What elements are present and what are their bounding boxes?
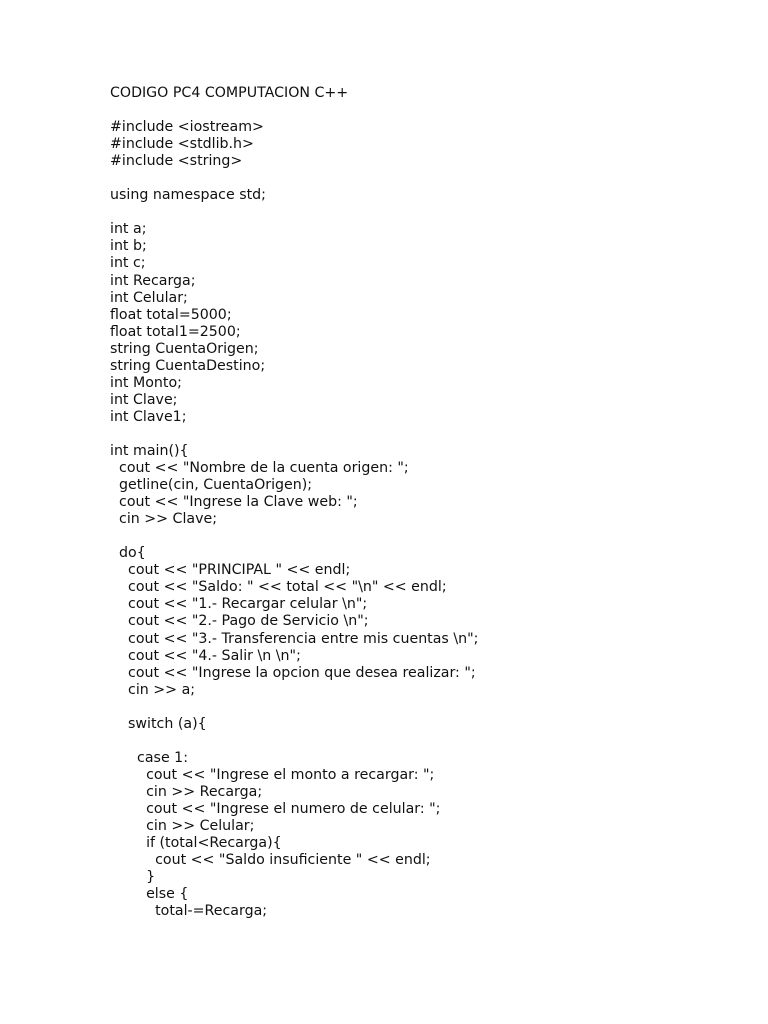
code-line: string CuentaDestino; bbox=[110, 357, 266, 374]
code-line: do{ bbox=[110, 545, 146, 562]
code-line: int main(){ bbox=[110, 442, 189, 459]
code-line: cout << "4.- Salir \n \n"; bbox=[110, 647, 301, 664]
code-line: cout << "Saldo: " << total << "\n" << endl; bbox=[110, 579, 447, 596]
code-line: cout << "Ingrese el monto a recargar: "; bbox=[110, 766, 435, 783]
code-line: cin >> Clave; bbox=[110, 511, 217, 528]
code-line: cout << "Saldo insuficiente " << endl; bbox=[110, 852, 431, 869]
code-line: cout << "2.- Pago de Servicio \n"; bbox=[110, 613, 369, 630]
code-line: #include <string> bbox=[110, 153, 243, 170]
code-line: cout << "1.- Recargar celular \n"; bbox=[110, 596, 368, 613]
code-line: switch (a){ bbox=[110, 715, 207, 732]
code-line: cout << "Ingrese el numero de celular: "; bbox=[110, 800, 441, 817]
code-listing bbox=[110, 85, 710, 920]
code-line: int Clave1; bbox=[110, 408, 187, 425]
code-line bbox=[110, 170, 710, 187]
code-line: #include <iostream> bbox=[110, 119, 264, 136]
code-line: float total1=2500; bbox=[110, 323, 241, 340]
code-line: int Monto; bbox=[110, 374, 182, 391]
code-line: cout << "Ingrese la opcion que desea realizar: "; bbox=[110, 664, 476, 681]
code-line bbox=[110, 733, 710, 750]
code-line: cin >> a; bbox=[110, 681, 196, 698]
code-line: cout << "Ingrese la Clave web: "; bbox=[110, 494, 358, 511]
code-line bbox=[110, 528, 710, 545]
code-line: string CuentaOrigen; bbox=[110, 340, 259, 357]
code-line: int Recarga; bbox=[110, 272, 196, 289]
code-line: int c; bbox=[110, 255, 146, 272]
code-line: int b; bbox=[110, 238, 147, 255]
code-line: cout << "3.- Transferencia entre mis cuentas \n"; bbox=[110, 630, 479, 647]
code-lines bbox=[110, 102, 710, 920]
code-line: float total=5000; bbox=[110, 306, 232, 323]
code-line: cout << "Nombre de la cuenta origen: "; bbox=[110, 460, 409, 477]
code-line: total-=Recarga; bbox=[110, 903, 268, 920]
code-line: case 1: bbox=[110, 749, 188, 766]
code-line: cin >> Celular; bbox=[110, 818, 255, 835]
code-line: int a; bbox=[110, 221, 147, 238]
code-line: #include <stdlib.h> bbox=[110, 136, 254, 153]
code-line bbox=[110, 204, 710, 221]
code-line: cout << "PRINCIPAL " << endl; bbox=[110, 562, 351, 579]
document-title: CODIGO PC4 COMPUTACION C++ bbox=[110, 85, 349, 101]
code-line: int Celular; bbox=[110, 289, 188, 306]
code-line: } bbox=[110, 869, 156, 886]
code-line: else { bbox=[110, 886, 189, 903]
code-line: getline(cin, CuentaOrigen); bbox=[110, 477, 313, 494]
code-line bbox=[110, 102, 710, 119]
code-line: if (total<Recarga){ bbox=[110, 835, 282, 852]
code-line bbox=[110, 426, 710, 443]
code-line bbox=[110, 699, 710, 716]
code-line: using namespace std; bbox=[110, 187, 266, 204]
code-line: cin >> Recarga; bbox=[110, 783, 263, 800]
code-line: int Clave; bbox=[110, 391, 178, 408]
